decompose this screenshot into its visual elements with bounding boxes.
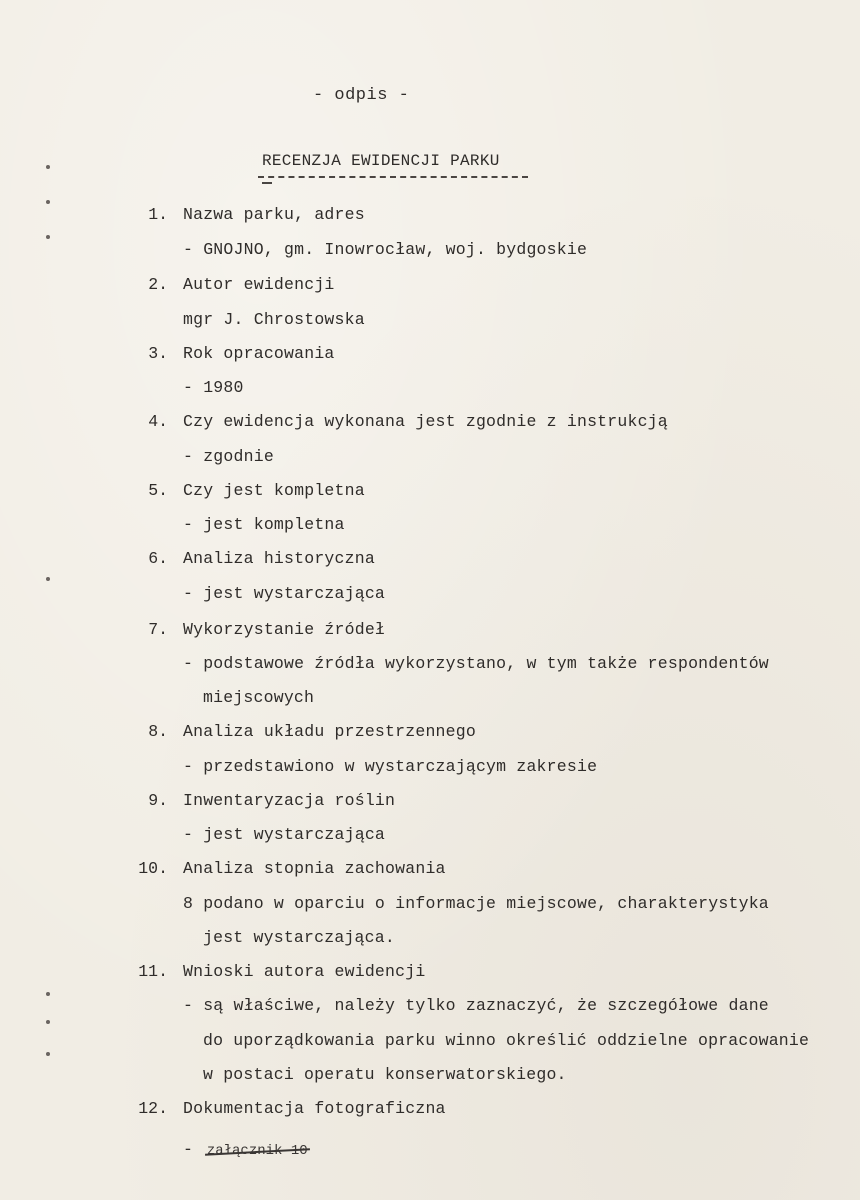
item-answer: - GNOJNO, gm. Inowrocław, woj. bydgoskie (183, 240, 588, 259)
item-answer: - zgodnie (183, 447, 274, 466)
item-heading: Analiza stopnia zachowania (183, 859, 446, 878)
item-answer: 8 podano w oparciu o informacje miejscowe, charakterystyka (183, 894, 769, 913)
item-heading: Rok opracowania (183, 344, 335, 363)
item-heading: Dokumentacja fotograficzna (183, 1099, 446, 1118)
item-answer-continuation: miejscowych (203, 688, 315, 707)
item-heading: Autor ewidencji (183, 275, 335, 294)
title-underline-mark (262, 182, 272, 184)
struck-attachment-line (183, 1140, 308, 1159)
item-number: 9. (148, 791, 168, 810)
item-answer: - 1980 (183, 378, 244, 397)
item-heading: Inwentaryzacja roślin (183, 791, 396, 810)
document-title: RECENZJA EWIDENCJI PARKU (262, 152, 500, 170)
title-underline (258, 176, 528, 178)
dash: - (183, 1140, 193, 1159)
item-answer: - są właściwe, należy tylko zaznaczyć, że szczegółowe dane (183, 996, 769, 1015)
item-heading: Nazwa parku, adres (183, 205, 365, 224)
item-heading: Wykorzystanie źródeł (183, 620, 386, 639)
item-number: 3. (148, 344, 168, 363)
item-heading: Wnioski autora ewidencji (183, 962, 426, 981)
item-heading: Czy jest kompletna (183, 481, 365, 500)
item-answer: - jest wystarczająca (183, 584, 386, 603)
item-answer-continuation: do uporządkowania parku winno określić oddzielne opracowanie (203, 1031, 810, 1050)
item-answer: - podstawowe źródła wykorzystano, w tym także respondentów (183, 654, 769, 673)
item-number: 1. (148, 205, 168, 224)
punch-hole-mark (46, 165, 50, 169)
punch-hole-mark (46, 577, 50, 581)
item-number: 10. (138, 859, 168, 878)
copy-label: - odpis - (313, 86, 410, 105)
punch-hole-mark (46, 235, 50, 239)
item-number: 8. (148, 722, 168, 741)
punch-hole-mark (46, 992, 50, 996)
item-heading: Czy ewidencja wykonana jest zgodnie z instrukcją (183, 412, 668, 431)
item-number: 11. (138, 962, 168, 981)
item-answer: mgr J. Chrostowska (183, 310, 365, 329)
item-heading: Analiza historyczna (183, 549, 375, 568)
item-number: 5. (148, 481, 168, 500)
punch-hole-mark (46, 200, 50, 204)
item-answer: - przedstawiono w wystarczającym zakresie (183, 757, 598, 776)
item-number: 2. (148, 275, 168, 294)
item-answer-continuation: w postaci operatu konserwatorskiego. (203, 1065, 567, 1084)
struck-out-text: załącznik 10 (206, 1143, 308, 1159)
item-number: 12. (138, 1099, 168, 1118)
item-heading: Analiza układu przestrzennego (183, 722, 476, 741)
item-number: 4. (148, 412, 168, 431)
punch-hole-mark (46, 1020, 50, 1024)
item-number: 7. (148, 620, 168, 639)
item-answer-continuation: jest wystarczająca. (203, 928, 395, 947)
item-answer: - jest kompletna (183, 515, 345, 534)
item-number: 6. (148, 549, 168, 568)
punch-hole-mark (46, 1052, 50, 1056)
item-answer: - jest wystarczająca (183, 825, 386, 844)
